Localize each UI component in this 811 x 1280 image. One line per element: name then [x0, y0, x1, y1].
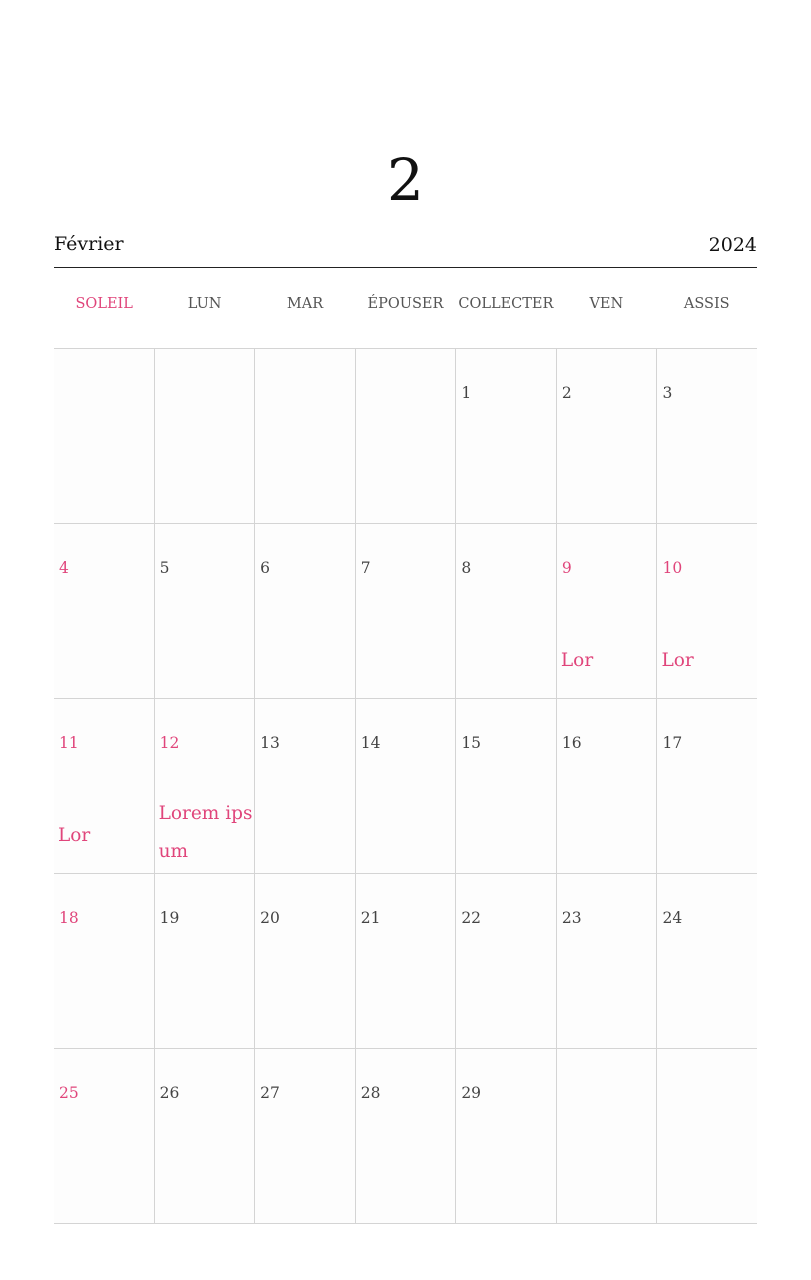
day-number: 25 [59, 1084, 79, 1102]
weekday-wednesday: ÉPOUSER [367, 296, 444, 312]
calendar-week-row [54, 874, 757, 1049]
day-number: 17 [662, 734, 683, 752]
calendar-day-cell[interactable] [656, 349, 757, 523]
day-number: 26 [159, 1084, 180, 1102]
day-number: 28 [360, 1084, 381, 1102]
calendar-day-cell[interactable] [355, 524, 456, 698]
day-number: 13 [260, 734, 280, 752]
day-number: 14 [360, 734, 381, 752]
weekday-friday: VEN [589, 296, 624, 312]
calendar-grid [54, 348, 757, 1224]
calendar-day-cell[interactable] [455, 1049, 556, 1223]
day-number: 9 [561, 559, 572, 577]
calendar-day-cell[interactable] [254, 874, 355, 1048]
calendar-day-cell[interactable] [355, 349, 456, 523]
calendar-day-cell[interactable] [656, 1049, 757, 1223]
calendar-day-cell[interactable] [54, 874, 154, 1048]
month-number: 2 [387, 146, 424, 214]
calendar-day-cell[interactable] [54, 349, 154, 523]
day-number: 18 [59, 909, 79, 927]
day-number: 15 [461, 734, 482, 752]
day-number: 7 [360, 559, 371, 577]
event-label[interactable]: Lor [58, 825, 91, 846]
calendar-day-cell[interactable] [154, 874, 255, 1048]
weekday-tuesday: MAR [286, 296, 324, 312]
calendar-day-cell[interactable] [556, 524, 657, 698]
calendar-day-cell[interactable] [154, 1049, 255, 1223]
day-number: 8 [461, 559, 472, 577]
day-number: 6 [260, 559, 271, 577]
calendar-day-cell[interactable] [556, 874, 657, 1048]
day-number: 24 [662, 909, 683, 927]
calendar-day-cell[interactable] [54, 524, 154, 698]
calendar-day-cell[interactable] [556, 699, 657, 873]
weekday-header-row [54, 296, 757, 320]
day-number: 3 [662, 384, 673, 402]
calendar-day-cell[interactable] [455, 349, 556, 523]
calendar-day-cell[interactable] [154, 349, 255, 523]
calendar-day-cell[interactable] [254, 1049, 355, 1223]
day-number: 1 [461, 384, 472, 402]
calendar-day-cell[interactable] [556, 349, 657, 523]
calendar-week-row [54, 699, 757, 874]
day-number: 12 [159, 734, 180, 752]
calendar-day-cell[interactable] [455, 874, 556, 1048]
calendar-week-row [54, 349, 757, 524]
event-label[interactable]: Lor [661, 650, 694, 671]
calendar-day-cell[interactable] [154, 699, 255, 873]
weekday-thursday: COLLECTER [458, 296, 554, 312]
day-number: 10 [662, 559, 683, 577]
day-number: 16 [561, 734, 582, 752]
day-number: 2 [561, 384, 572, 402]
calendar-day-cell[interactable] [254, 524, 355, 698]
day-number: 27 [260, 1084, 280, 1102]
calendar-day-cell[interactable] [656, 874, 757, 1048]
calendar-day-cell[interactable] [355, 874, 456, 1048]
day-number: 22 [461, 909, 482, 927]
calendar-day-cell[interactable] [656, 699, 757, 873]
event-label[interactable]: Lorem ipsum [158, 803, 253, 862]
calendar-day-cell[interactable] [254, 699, 355, 873]
day-number: 23 [561, 909, 582, 927]
calendar-week-row [54, 1049, 757, 1224]
calendar-day-cell[interactable] [355, 1049, 456, 1223]
calendar-week-row [54, 524, 757, 699]
calendar-day-cell[interactable] [455, 699, 556, 873]
weekday-monday: LUN [187, 296, 222, 312]
day-number: 20 [260, 909, 280, 927]
calendar-day-cell[interactable] [355, 699, 456, 873]
year-label: 2024 [708, 234, 757, 256]
weekday-saturday: ASSIS [683, 296, 730, 312]
event-label[interactable]: Lor [560, 650, 594, 671]
weekday-sunday: SOLEIL [75, 296, 133, 312]
calendar-day-cell[interactable] [54, 699, 154, 873]
day-number: 11 [59, 734, 79, 752]
day-number: 19 [159, 909, 180, 927]
day-number: 5 [159, 559, 170, 577]
day-number: 4 [59, 559, 69, 577]
calendar-day-cell[interactable] [54, 1049, 154, 1223]
day-number: 21 [360, 909, 381, 927]
header-divider [54, 267, 757, 268]
calendar-day-cell[interactable] [656, 524, 757, 698]
calendar-day-cell[interactable] [154, 524, 255, 698]
month-name: Février [54, 233, 124, 255]
day-number: 29 [461, 1084, 482, 1102]
calendar-day-cell[interactable] [455, 524, 556, 698]
calendar-day-cell[interactable] [556, 1049, 657, 1223]
calendar-day-cell[interactable] [254, 349, 355, 523]
